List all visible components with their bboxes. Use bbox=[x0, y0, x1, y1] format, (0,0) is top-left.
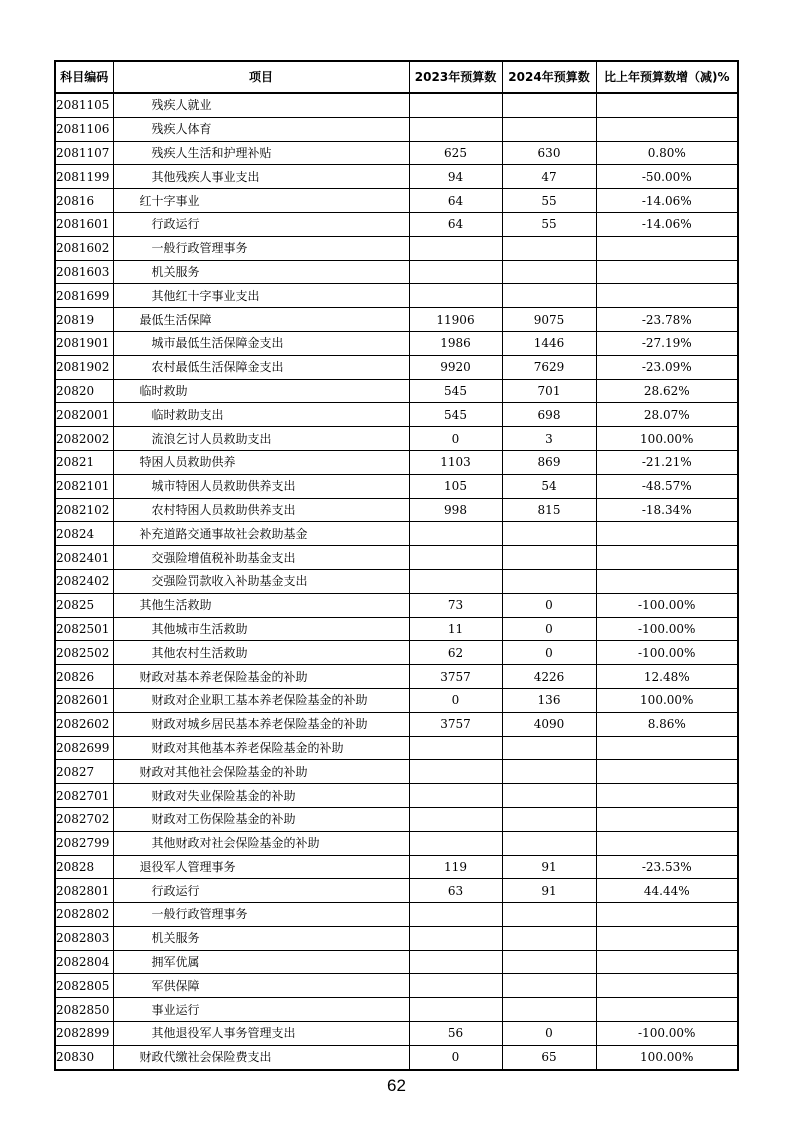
table-row bbox=[55, 427, 738, 451]
cell-2023-budget bbox=[409, 950, 502, 974]
table-row bbox=[55, 879, 738, 903]
cell-item-name: 残疾人体育 bbox=[113, 117, 409, 141]
cell-2023-budget: 1103 bbox=[409, 450, 502, 474]
cell-2023-budget: 998 bbox=[409, 498, 502, 522]
table-row bbox=[55, 117, 738, 141]
cell-item-name: 城市最低生活保障金支出 bbox=[113, 331, 409, 355]
cell-item-name: 财政对工伤保险基金的补助 bbox=[113, 807, 409, 831]
cell-item-name: 机关服务 bbox=[113, 260, 409, 284]
cell-code: 2082805 bbox=[55, 974, 113, 998]
cell-code: 2081106 bbox=[55, 117, 113, 141]
cell-2023-budget: 73 bbox=[409, 593, 502, 617]
table-row bbox=[55, 760, 738, 784]
cell-code: 2082601 bbox=[55, 688, 113, 712]
cell-change-percent: -100.00% bbox=[596, 617, 738, 641]
cell-change-percent: -23.78% bbox=[596, 308, 738, 332]
cell-item-name: 交强险罚款收入补助基金支出 bbox=[113, 569, 409, 593]
cell-code: 2081105 bbox=[55, 93, 113, 117]
table-row bbox=[55, 1045, 738, 1069]
cell-code: 2082803 bbox=[55, 926, 113, 950]
table-row bbox=[55, 284, 738, 308]
cell-2024-budget bbox=[502, 807, 596, 831]
table-row bbox=[55, 212, 738, 236]
table-row bbox=[55, 141, 738, 165]
table-row bbox=[55, 688, 738, 712]
cell-2023-budget: 3757 bbox=[409, 712, 502, 736]
cell-item-name: 其他农村生活救助 bbox=[113, 641, 409, 665]
cell-item-name: 财政对其他基本养老保险基金的补助 bbox=[113, 736, 409, 760]
cell-code: 2082899 bbox=[55, 1022, 113, 1046]
cell-2023-budget bbox=[409, 522, 502, 546]
cell-item-name: 其他残疾人事业支出 bbox=[113, 165, 409, 189]
cell-item-name: 最低生活保障 bbox=[113, 308, 409, 332]
table-row bbox=[55, 403, 738, 427]
header-change-percent: 比上年预算数增（减)% bbox=[596, 61, 738, 93]
cell-2023-budget bbox=[409, 903, 502, 927]
cell-2023-budget: 119 bbox=[409, 855, 502, 879]
cell-2023-budget: 0 bbox=[409, 1045, 502, 1069]
cell-change-percent bbox=[596, 926, 738, 950]
cell-2023-budget bbox=[409, 546, 502, 570]
table-row bbox=[55, 807, 738, 831]
cell-code: 20828 bbox=[55, 855, 113, 879]
cell-2024-budget: 91 bbox=[502, 879, 596, 903]
cell-item-name: 农村最低生活保障金支出 bbox=[113, 355, 409, 379]
cell-2023-budget: 11 bbox=[409, 617, 502, 641]
cell-code: 2082401 bbox=[55, 546, 113, 570]
table-row bbox=[55, 950, 738, 974]
cell-change-percent: -100.00% bbox=[596, 593, 738, 617]
cell-2024-budget: 136 bbox=[502, 688, 596, 712]
cell-2023-budget bbox=[409, 831, 502, 855]
cell-2024-budget: 1446 bbox=[502, 331, 596, 355]
cell-2023-budget: 105 bbox=[409, 474, 502, 498]
cell-2024-budget bbox=[502, 117, 596, 141]
cell-2023-budget bbox=[409, 260, 502, 284]
cell-2024-budget: 0 bbox=[502, 641, 596, 665]
cell-2023-budget: 625 bbox=[409, 141, 502, 165]
cell-item-name: 事业运行 bbox=[113, 998, 409, 1022]
cell-item-name: 其他退役军人事务管理支出 bbox=[113, 1022, 409, 1046]
cell-2024-budget bbox=[502, 903, 596, 927]
cell-2024-budget: 54 bbox=[502, 474, 596, 498]
cell-2024-budget: 0 bbox=[502, 1022, 596, 1046]
cell-code: 2082850 bbox=[55, 998, 113, 1022]
cell-change-percent: -14.06% bbox=[596, 189, 738, 213]
cell-change-percent: 28.62% bbox=[596, 379, 738, 403]
cell-2024-budget: 0 bbox=[502, 593, 596, 617]
table-row bbox=[55, 974, 738, 998]
table-row bbox=[55, 189, 738, 213]
cell-2023-budget: 63 bbox=[409, 879, 502, 903]
cell-item-name: 其他红十字事业支出 bbox=[113, 284, 409, 308]
cell-code: 20826 bbox=[55, 665, 113, 689]
cell-code: 2082102 bbox=[55, 498, 113, 522]
cell-item-name: 补充道路交通事故社会救助基金 bbox=[113, 522, 409, 546]
cell-code: 20824 bbox=[55, 522, 113, 546]
cell-change-percent: 100.00% bbox=[596, 1045, 738, 1069]
cell-2024-budget: 815 bbox=[502, 498, 596, 522]
cell-2024-budget bbox=[502, 784, 596, 808]
cell-2024-budget bbox=[502, 260, 596, 284]
cell-2024-budget bbox=[502, 760, 596, 784]
table-row bbox=[55, 165, 738, 189]
cell-item-name: 机关服务 bbox=[113, 926, 409, 950]
cell-2024-budget: 55 bbox=[502, 212, 596, 236]
table-row bbox=[55, 712, 738, 736]
cell-2024-budget bbox=[502, 926, 596, 950]
table-row bbox=[55, 617, 738, 641]
cell-code: 2082799 bbox=[55, 831, 113, 855]
cell-2023-budget: 9920 bbox=[409, 355, 502, 379]
cell-2024-budget: 55 bbox=[502, 189, 596, 213]
table-row bbox=[55, 522, 738, 546]
cell-change-percent bbox=[596, 522, 738, 546]
cell-code: 2082699 bbox=[55, 736, 113, 760]
cell-2023-budget: 3757 bbox=[409, 665, 502, 689]
cell-2023-budget bbox=[409, 284, 502, 308]
cell-change-percent: -21.21% bbox=[596, 450, 738, 474]
cell-change-percent: -18.34% bbox=[596, 498, 738, 522]
cell-change-percent bbox=[596, 974, 738, 998]
table-row bbox=[55, 450, 738, 474]
cell-code: 2082501 bbox=[55, 617, 113, 641]
cell-code: 20825 bbox=[55, 593, 113, 617]
cell-code: 2082804 bbox=[55, 950, 113, 974]
cell-item-name: 残疾人就业 bbox=[113, 93, 409, 117]
cell-change-percent: -100.00% bbox=[596, 641, 738, 665]
cell-change-percent bbox=[596, 950, 738, 974]
table-row bbox=[55, 903, 738, 927]
table-row bbox=[55, 569, 738, 593]
cell-change-percent bbox=[596, 903, 738, 927]
cell-2023-budget bbox=[409, 569, 502, 593]
cell-change-percent bbox=[596, 260, 738, 284]
cell-2024-budget: 9075 bbox=[502, 308, 596, 332]
cell-item-name: 财政代缴社会保险费支出 bbox=[113, 1045, 409, 1069]
cell-item-name: 一般行政管理事务 bbox=[113, 903, 409, 927]
cell-item-name: 红十字事业 bbox=[113, 189, 409, 213]
cell-code: 20827 bbox=[55, 760, 113, 784]
table-row bbox=[55, 355, 738, 379]
cell-2024-budget bbox=[502, 546, 596, 570]
cell-code: 2081902 bbox=[55, 355, 113, 379]
cell-2024-budget: 869 bbox=[502, 450, 596, 474]
cell-2024-budget bbox=[502, 831, 596, 855]
cell-change-percent: 12.48% bbox=[596, 665, 738, 689]
budget-table bbox=[54, 60, 739, 1071]
cell-2023-budget: 64 bbox=[409, 189, 502, 213]
cell-item-name: 其他生活救助 bbox=[113, 593, 409, 617]
cell-change-percent bbox=[596, 117, 738, 141]
cell-code: 2082602 bbox=[55, 712, 113, 736]
cell-code: 20821 bbox=[55, 450, 113, 474]
cell-2023-budget bbox=[409, 736, 502, 760]
cell-change-percent bbox=[596, 569, 738, 593]
cell-item-name: 拥军优属 bbox=[113, 950, 409, 974]
cell-item-name: 财政对基本养老保险基金的补助 bbox=[113, 665, 409, 689]
table-row bbox=[55, 784, 738, 808]
cell-item-name: 一般行政管理事务 bbox=[113, 236, 409, 260]
cell-2023-budget bbox=[409, 784, 502, 808]
cell-item-name: 财政对失业保险基金的补助 bbox=[113, 784, 409, 808]
cell-2023-budget bbox=[409, 926, 502, 950]
cell-change-percent: -50.00% bbox=[596, 165, 738, 189]
table-row bbox=[55, 498, 738, 522]
cell-2024-budget bbox=[502, 522, 596, 546]
cell-code: 2081901 bbox=[55, 331, 113, 355]
cell-item-name: 临时救助 bbox=[113, 379, 409, 403]
cell-item-name: 财政对其他社会保险基金的补助 bbox=[113, 760, 409, 784]
cell-2024-budget bbox=[502, 569, 596, 593]
cell-2024-budget: 65 bbox=[502, 1045, 596, 1069]
table-row bbox=[55, 593, 738, 617]
cell-item-name: 财政对企业职工基本养老保险基金的补助 bbox=[113, 688, 409, 712]
page-number: 62 bbox=[387, 1076, 406, 1095]
cell-2023-budget: 11906 bbox=[409, 308, 502, 332]
cell-code: 2082502 bbox=[55, 641, 113, 665]
cell-change-percent bbox=[596, 546, 738, 570]
cell-item-name: 农村特困人员救助供养支出 bbox=[113, 498, 409, 522]
cell-2024-budget: 630 bbox=[502, 141, 596, 165]
cell-2024-budget: 4226 bbox=[502, 665, 596, 689]
cell-2023-budget: 64 bbox=[409, 212, 502, 236]
cell-code: 2082701 bbox=[55, 784, 113, 808]
cell-change-percent: -100.00% bbox=[596, 1022, 738, 1046]
cell-2024-budget: 701 bbox=[502, 379, 596, 403]
cell-code: 2081601 bbox=[55, 212, 113, 236]
cell-2023-budget bbox=[409, 93, 502, 117]
header-code: 科目编码 bbox=[55, 61, 113, 93]
cell-item-name: 财政对城乡居民基本养老保险基金的补助 bbox=[113, 712, 409, 736]
cell-item-name: 残疾人生活和护理补贴 bbox=[113, 141, 409, 165]
table-row bbox=[55, 379, 738, 403]
cell-2024-budget bbox=[502, 950, 596, 974]
cell-code: 2081199 bbox=[55, 165, 113, 189]
cell-code: 2082402 bbox=[55, 569, 113, 593]
cell-2023-budget: 94 bbox=[409, 165, 502, 189]
cell-2023-budget bbox=[409, 974, 502, 998]
cell-2023-budget: 1986 bbox=[409, 331, 502, 355]
cell-2023-budget bbox=[409, 236, 502, 260]
cell-change-percent bbox=[596, 998, 738, 1022]
cell-item-name: 临时救助支出 bbox=[113, 403, 409, 427]
cell-2023-budget: 545 bbox=[409, 379, 502, 403]
cell-change-percent: -23.09% bbox=[596, 355, 738, 379]
cell-change-percent: 8.86% bbox=[596, 712, 738, 736]
cell-code: 2082702 bbox=[55, 807, 113, 831]
cell-code: 20816 bbox=[55, 189, 113, 213]
cell-change-percent bbox=[596, 736, 738, 760]
cell-change-percent: 100.00% bbox=[596, 427, 738, 451]
cell-2024-budget bbox=[502, 236, 596, 260]
table-row bbox=[55, 474, 738, 498]
cell-2023-budget: 0 bbox=[409, 688, 502, 712]
cell-change-percent bbox=[596, 760, 738, 784]
table-row bbox=[55, 331, 738, 355]
cell-change-percent: -27.19% bbox=[596, 331, 738, 355]
header-2024-budget: 2024年预算数 bbox=[502, 61, 596, 93]
cell-2023-budget: 62 bbox=[409, 641, 502, 665]
cell-2023-budget bbox=[409, 760, 502, 784]
cell-code: 2082101 bbox=[55, 474, 113, 498]
cell-change-percent: -14.06% bbox=[596, 212, 738, 236]
cell-item-name: 特困人员救助供养 bbox=[113, 450, 409, 474]
table-row bbox=[55, 665, 738, 689]
header-item: 项目 bbox=[113, 61, 409, 93]
cell-item-name: 行政运行 bbox=[113, 879, 409, 903]
cell-code: 2081602 bbox=[55, 236, 113, 260]
cell-code: 2082002 bbox=[55, 427, 113, 451]
cell-change-percent bbox=[596, 284, 738, 308]
table-row bbox=[55, 308, 738, 332]
cell-change-percent: 44.44% bbox=[596, 879, 738, 903]
cell-2024-budget: 3 bbox=[502, 427, 596, 451]
cell-2024-budget: 4090 bbox=[502, 712, 596, 736]
cell-2024-budget: 7629 bbox=[502, 355, 596, 379]
cell-item-name: 退役军人管理事务 bbox=[113, 855, 409, 879]
cell-code: 2081699 bbox=[55, 284, 113, 308]
cell-change-percent: -23.53% bbox=[596, 855, 738, 879]
cell-2024-budget: 91 bbox=[502, 855, 596, 879]
cell-code: 2081603 bbox=[55, 260, 113, 284]
table-row bbox=[55, 855, 738, 879]
cell-2023-budget: 0 bbox=[409, 427, 502, 451]
cell-code: 2082001 bbox=[55, 403, 113, 427]
cell-change-percent: -48.57% bbox=[596, 474, 738, 498]
cell-2023-budget: 56 bbox=[409, 1022, 502, 1046]
cell-item-name: 军供保障 bbox=[113, 974, 409, 998]
table-row bbox=[55, 93, 738, 117]
cell-change-percent: 0.80% bbox=[596, 141, 738, 165]
cell-2024-budget: 698 bbox=[502, 403, 596, 427]
cell-change-percent: 100.00% bbox=[596, 688, 738, 712]
cell-item-name: 其他财政对社会保险基金的补助 bbox=[113, 831, 409, 855]
cell-change-percent bbox=[596, 784, 738, 808]
cell-2024-budget: 0 bbox=[502, 617, 596, 641]
cell-code: 20830 bbox=[55, 1045, 113, 1069]
cell-2024-budget: 47 bbox=[502, 165, 596, 189]
cell-change-percent bbox=[596, 807, 738, 831]
cell-2024-budget bbox=[502, 736, 596, 760]
cell-2024-budget bbox=[502, 284, 596, 308]
cell-2024-budget bbox=[502, 93, 596, 117]
cell-code: 2082802 bbox=[55, 903, 113, 927]
cell-change-percent: 28.07% bbox=[596, 403, 738, 427]
cell-2023-budget: 545 bbox=[409, 403, 502, 427]
cell-2024-budget bbox=[502, 974, 596, 998]
table-row bbox=[55, 641, 738, 665]
table-row bbox=[55, 260, 738, 284]
cell-code: 2082801 bbox=[55, 879, 113, 903]
table-row bbox=[55, 546, 738, 570]
header-row bbox=[55, 61, 738, 93]
table-row bbox=[55, 926, 738, 950]
table-row bbox=[55, 1022, 738, 1046]
table-row bbox=[55, 236, 738, 260]
cell-item-name: 行政运行 bbox=[113, 212, 409, 236]
cell-item-name: 交强险增值税补助基金支出 bbox=[113, 546, 409, 570]
cell-2023-budget bbox=[409, 807, 502, 831]
cell-code: 20820 bbox=[55, 379, 113, 403]
cell-item-name: 流浪乞讨人员救助支出 bbox=[113, 427, 409, 451]
cell-2023-budget bbox=[409, 998, 502, 1022]
cell-change-percent bbox=[596, 236, 738, 260]
cell-code: 20819 bbox=[55, 308, 113, 332]
header-2023-budget: 2023年预算数 bbox=[409, 61, 502, 93]
cell-item-name: 城市特困人员救助供养支出 bbox=[113, 474, 409, 498]
table-row bbox=[55, 998, 738, 1022]
cell-code: 2081107 bbox=[55, 141, 113, 165]
cell-item-name: 其他城市生活救助 bbox=[113, 617, 409, 641]
table-row bbox=[55, 736, 738, 760]
table-row bbox=[55, 831, 738, 855]
cell-change-percent bbox=[596, 831, 738, 855]
cell-2023-budget bbox=[409, 117, 502, 141]
cell-change-percent bbox=[596, 93, 738, 117]
table-body bbox=[55, 93, 738, 1070]
cell-2024-budget bbox=[502, 998, 596, 1022]
